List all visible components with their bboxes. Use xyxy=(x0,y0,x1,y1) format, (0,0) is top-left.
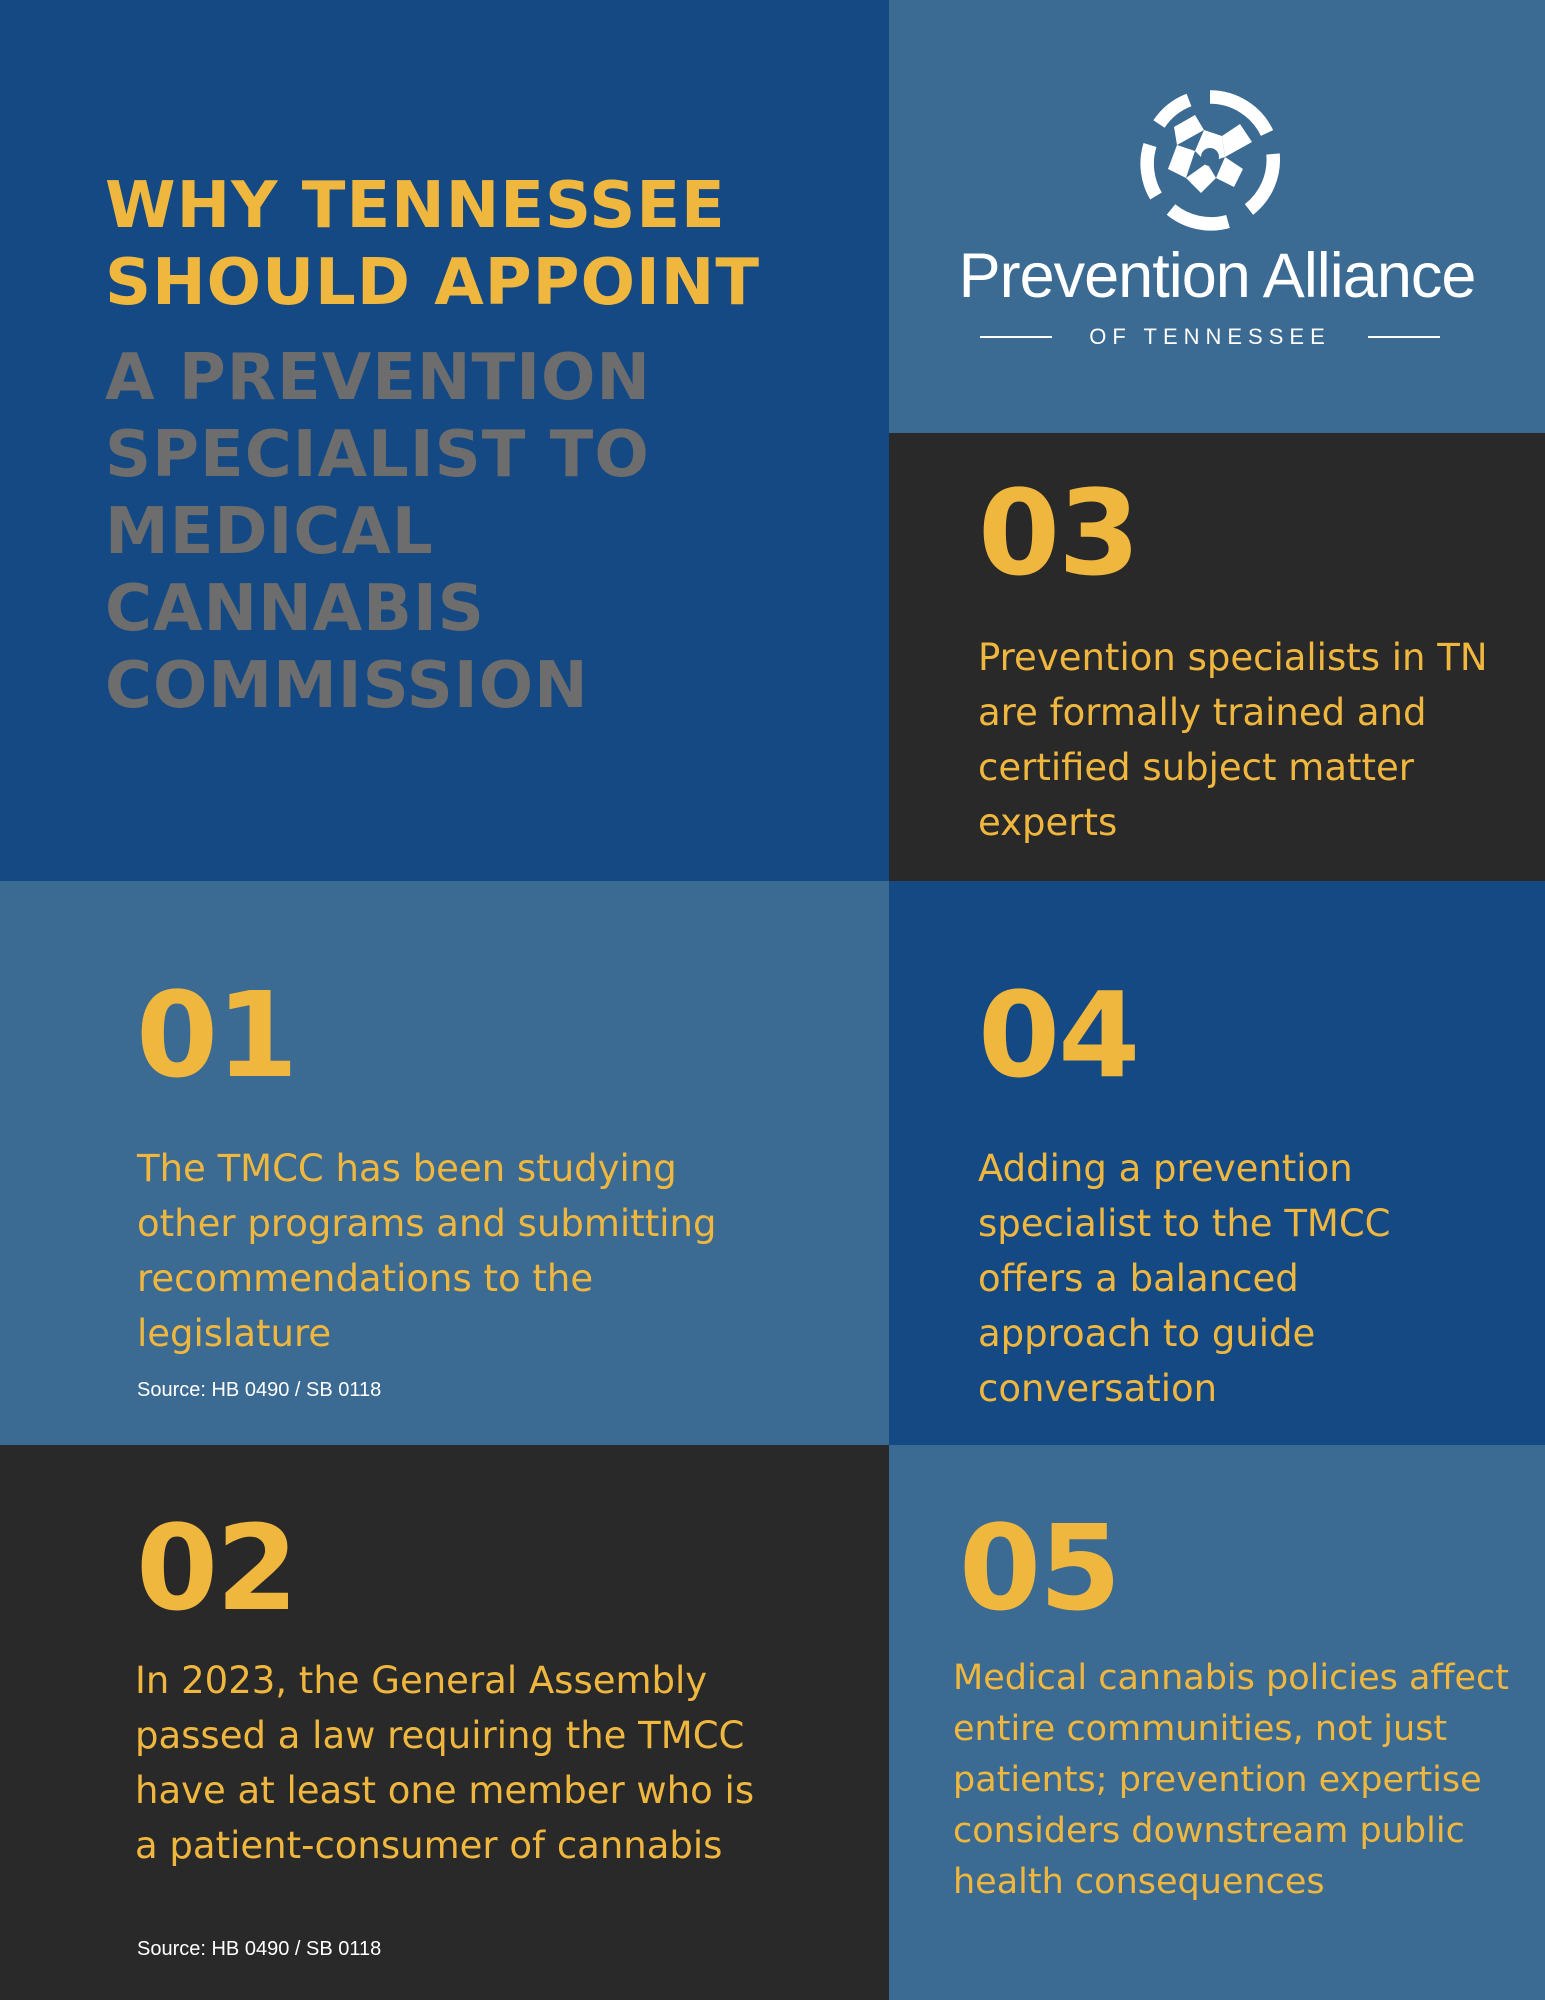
logo-tagline-row xyxy=(980,320,1440,354)
headline-primary: WHY TENNESSEE SHOULD APPOINT xyxy=(105,169,760,320)
point-01-panel xyxy=(0,881,889,1445)
source-note: Source: HB 0490 / SB 0118 xyxy=(137,1938,382,1960)
title-panel xyxy=(0,0,889,881)
tagline-divider-left xyxy=(980,336,1052,338)
point-number: 03 xyxy=(978,464,1139,602)
point-text: In 2023, the General Assembly passed a law requiring the TMCC have at least one member who is a patient-consumer of cannabis xyxy=(135,1659,755,1867)
point-02-panel xyxy=(0,1445,889,2000)
point-04-panel xyxy=(889,881,1545,1445)
point-number: 01 xyxy=(136,966,297,1104)
point-text: Adding a prevention specialist to the TMCC offers a balanced approach to guide conversation xyxy=(978,1147,1391,1410)
point-number: 05 xyxy=(959,1499,1120,1637)
logo-wordmark: Prevention Alliance xyxy=(958,241,1476,311)
point-text: Medical cannabis policies affect entire communities, not just patients; prevention expertise considers downstream public health consequences xyxy=(953,1658,1510,1902)
point-03-panel xyxy=(889,433,1545,881)
logo-tagline: OF TENNESSEE xyxy=(1089,324,1331,349)
point-05-panel xyxy=(889,1445,1545,2000)
point-number: 04 xyxy=(978,966,1139,1104)
point-text: The TMCC has been studying other programs and submitting recommendations to the legislature xyxy=(137,1147,717,1355)
linked-hands-circle-icon xyxy=(1135,85,1285,235)
point-text: Prevention specialists in TN are formally trained and certified subject matter experts xyxy=(978,636,1488,844)
headline-secondary: A PREVENTION SPECIALIST TO MEDICAL CANNABIS COMMISSION xyxy=(105,341,651,723)
point-number: 02 xyxy=(136,1499,297,1637)
tagline-divider-right xyxy=(1368,336,1440,338)
source-note: Source: HB 0490 / SB 0118 xyxy=(137,1379,382,1401)
